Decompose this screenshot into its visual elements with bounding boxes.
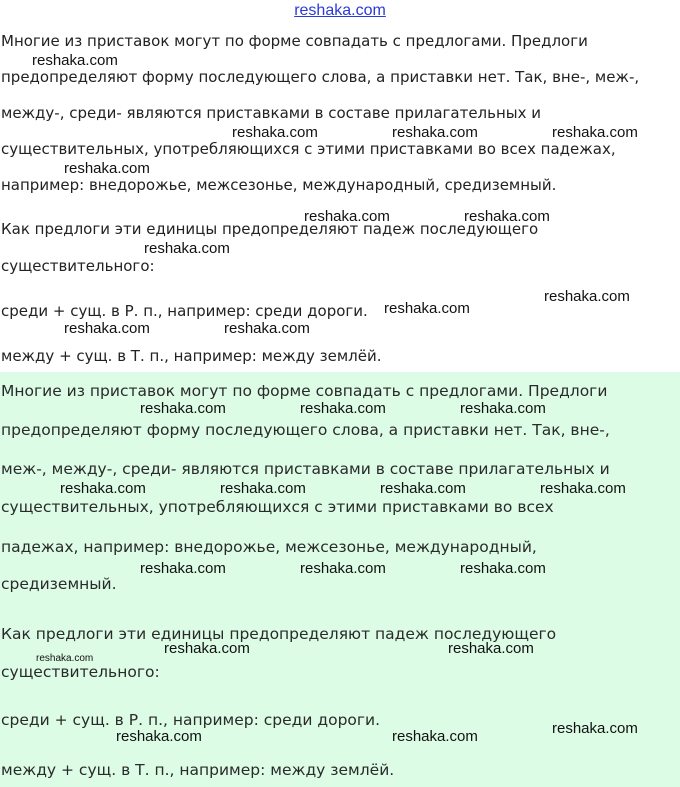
paragraph-line: предопределяют форму последующего слова, а приставки нет. Так, вне-, bbox=[1, 421, 610, 439]
watermark: reshaka.com bbox=[300, 400, 386, 417]
paragraph-line: например: внедорожье, межсезонье, международный, средиземный. bbox=[1, 176, 557, 194]
watermark: reshaka.com bbox=[304, 208, 390, 225]
watermark: reshaka.com bbox=[32, 52, 118, 69]
watermark: reshaka.com bbox=[140, 400, 226, 417]
watermark: reshaka.com bbox=[448, 640, 534, 657]
watermark: reshaka.com bbox=[460, 400, 546, 417]
watermark: reshaka.com bbox=[224, 320, 310, 337]
watermark: reshaka.com bbox=[144, 240, 230, 257]
watermark: reshaka.com bbox=[552, 124, 638, 141]
paragraph-line: существительных, употребляющихся с этими приставками во всех bbox=[1, 498, 554, 516]
paragraph-line: средиземный. bbox=[1, 575, 117, 593]
paragraph-line: существительных, употребляющихся с этими приставками во всех падежах, bbox=[1, 140, 616, 158]
paragraph-line: Как предлоги эти единицы предопределяют падеж последующего bbox=[1, 625, 557, 643]
watermark: reshaka.com bbox=[300, 560, 386, 577]
site-link[interactable]: reshaka.com bbox=[294, 2, 386, 19]
watermark: reshaka.com bbox=[64, 320, 150, 337]
paragraph-line: существительного: bbox=[1, 257, 155, 275]
paragraph-line: между + сущ. в Т. п., например: между землёй. bbox=[1, 347, 382, 365]
watermark: reshaka.com bbox=[220, 480, 306, 497]
watermark: reshaka.com bbox=[164, 640, 250, 657]
watermark: reshaka.com bbox=[64, 160, 150, 177]
watermark: reshaka.com bbox=[464, 208, 550, 225]
paragraph-line: между-, среди- являются приставками в составе прилагательных и bbox=[1, 104, 542, 122]
watermark: reshaka.com bbox=[140, 560, 226, 577]
watermark: reshaka.com bbox=[392, 728, 478, 745]
watermark: reshaka.com bbox=[380, 480, 466, 497]
site-header bbox=[0, 0, 680, 22]
watermark: reshaka.com bbox=[384, 300, 470, 317]
paragraph-line: среди + сущ. в Р. п., например: среди дороги. bbox=[1, 711, 381, 729]
watermark: reshaka.com bbox=[60, 480, 146, 497]
watermark: reshaka.com bbox=[540, 480, 626, 497]
watermark: reshaka.com bbox=[116, 728, 202, 745]
watermark: reshaka.com bbox=[552, 720, 638, 737]
paragraph-line: между + сущ. в Т. п., например: между землёй. bbox=[1, 761, 395, 779]
watermark: reshaka.com bbox=[460, 560, 546, 577]
paragraph-line: Многие из приставок могут по форме совпадать с предлогами. Предлоги bbox=[1, 32, 588, 50]
watermark: reshaka.com bbox=[36, 653, 94, 664]
watermark: reshaka.com bbox=[232, 124, 318, 141]
paragraph-line: среди + сущ. в Р. п., например: среди дороги. bbox=[1, 302, 368, 320]
paragraph-line: падежах, например: внедорожье, межсезонье, международный, bbox=[1, 538, 537, 556]
paragraph-line: предопределяют форму последующего слова, а приставки нет. Так, вне-, меж-, bbox=[1, 68, 640, 86]
paragraph-line: существительного: bbox=[1, 663, 160, 681]
text-block-highlighted bbox=[0, 372, 680, 787]
text-block-plain bbox=[0, 22, 680, 372]
paragraph-line: Многие из приставок могут по форме совпадать с предлогами. Предлоги bbox=[1, 382, 608, 400]
watermark: reshaka.com bbox=[392, 124, 478, 141]
paragraph-line: меж-, между-, среди- являются приставками в составе прилагательных и bbox=[1, 460, 610, 478]
paragraph-line: Как предлоги эти единицы предопределяют падеж последующего bbox=[1, 220, 539, 238]
watermark: reshaka.com bbox=[544, 288, 630, 305]
